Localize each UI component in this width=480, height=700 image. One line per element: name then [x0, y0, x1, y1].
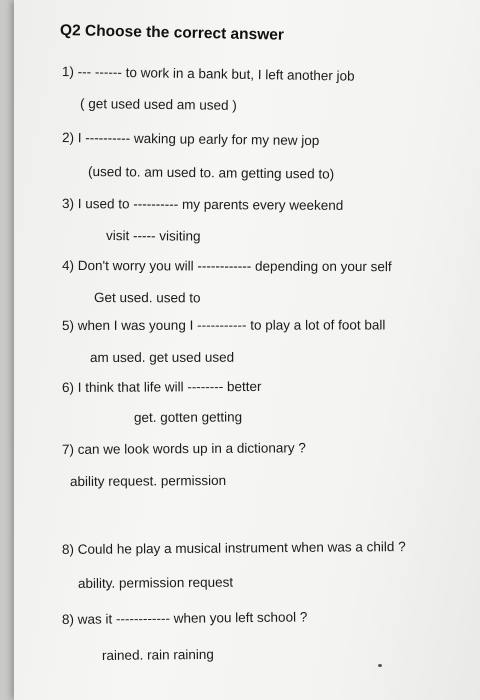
- options-4: Get used. used to: [93, 290, 201, 306]
- question-3: 3) I used to ---------- my parents every weekend: [61, 196, 344, 213]
- question-2: 2) I ---------- waking up early for my new jop: [61, 130, 320, 149]
- options-6: get. gotten getting: [133, 409, 243, 425]
- options-7: ability request. permission: [69, 472, 227, 489]
- question-4: 4) Don't worry you will ------------ depending on your self: [61, 258, 392, 275]
- options-3: visit ----- visiting: [105, 228, 201, 244]
- question-6: 6) I think that life will -------- better: [61, 378, 262, 395]
- ink-speck: [378, 664, 382, 667]
- question-5: 5) when I was young I ----------- to play a lot of foot ball: [61, 317, 386, 333]
- question-1: 1) --- ------ to work in a bank but, I left another job: [61, 64, 355, 84]
- options-8: ability. permission request: [77, 574, 234, 591]
- question-8: 8) Could he play a musical instrument when was a child ?: [61, 539, 406, 557]
- options-9: rained. rain raining: [101, 646, 214, 663]
- options-1: ( get used used am used ): [79, 96, 237, 113]
- question-7: 7) can we look words up in a dictionary ?: [61, 440, 306, 457]
- options-2: (used to. am used to. am getting used to): [87, 164, 335, 182]
- options-5: am used. get used used: [89, 349, 235, 365]
- worksheet-page: [14, 0, 480, 700]
- question-9: 8) was it ------------ when you left school ?: [61, 609, 308, 627]
- question-title: Q2 Choose the correct answer: [59, 22, 285, 44]
